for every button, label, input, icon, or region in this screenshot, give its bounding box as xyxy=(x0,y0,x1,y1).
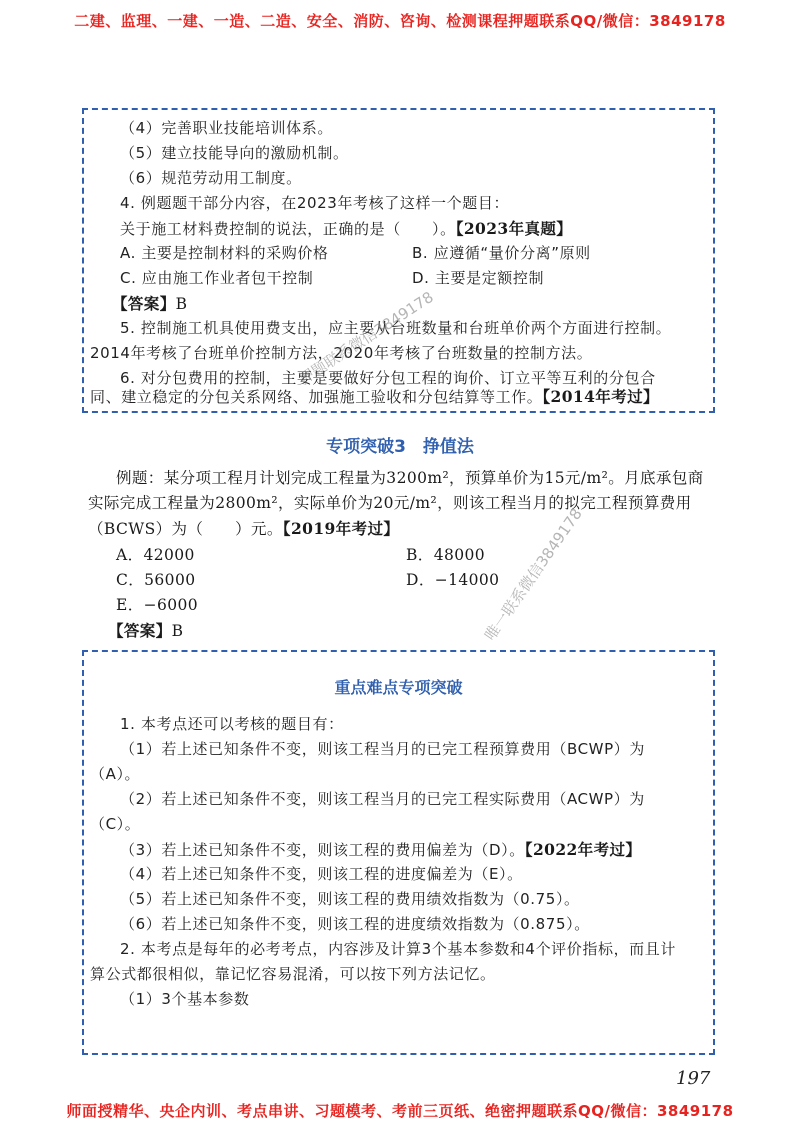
watermark: 唯一联系微信3849178 xyxy=(481,505,586,644)
box2-line-1: 1. 本考点还可以考核的题目有： xyxy=(120,715,344,733)
option-e: E．−6000 xyxy=(116,596,199,614)
option-a: A．42000 xyxy=(116,546,195,564)
bottom-banner: 师面授精华、央企内训、考点串讲、习题模考、考前三页纸、绝密押题联系QQ/微信：3849178 xyxy=(66,1102,734,1120)
box2-line-3: （A）。 xyxy=(90,765,141,783)
box1-line-8-text: 同、建立稳定的分包关系网络、加强施工验收和分包结算等工作。 xyxy=(90,388,543,406)
example-text: （BCWS）为（ ）元。 xyxy=(88,520,283,538)
exam-tag-2014: 【2014年考过】 xyxy=(542,387,659,406)
box2-line-4: （2）若上述已知条件不变，则该工程当月的已完工程实际费用（ACWP）为 xyxy=(120,790,645,808)
box2-line-12: （1）3个基本参数 xyxy=(120,990,250,1008)
example-line-3 xyxy=(88,516,399,542)
answer-value: B xyxy=(171,622,184,640)
box1-line-4: 4. 例题题干部分内容，在2023年考核了这样一个题目： xyxy=(120,194,510,212)
page-number: 197 xyxy=(676,1068,711,1089)
option-d: D. 主要是定额控制 xyxy=(412,269,545,287)
box2-line-2: （1）若上述已知条件不变，则该工程当月的已完工程预算费用（BCWP）为 xyxy=(120,740,645,758)
box2-line-6 xyxy=(120,837,641,863)
answer-line xyxy=(108,618,183,644)
box2-line-10: 2. 本考点是每年的必考考点，内容涉及计算3个基本参数和4个评价指标，而且计 xyxy=(120,940,676,958)
box2-line-8: （5）若上述已知条件不变，则该工程的费用绩效指数为（0.75）。 xyxy=(120,890,580,908)
box2-line-11: 算公式都很相似，靠记忆容易混淆，可以按下列方法记忆。 xyxy=(90,965,496,983)
example-line-2: 实际完成工程量为2800m²，实际单价为20元/m²，则该工程当月的拟完工程预算费用 xyxy=(88,494,692,512)
box1-line-3: （6）规范劳动用工制度。 xyxy=(120,169,302,187)
exam-tag-2023: 【2023年真题】 xyxy=(455,219,573,238)
exam-tag-2019: 【2019年考过】 xyxy=(282,519,400,538)
box1-question xyxy=(120,216,572,242)
answer-label: 【答案】 xyxy=(112,294,176,313)
example-line-1: 例题：某分项工程月计划完成工程量为3200m²，预算单价为15元/m²。月底承包商 xyxy=(116,469,704,487)
top-banner: 二建、监理、一建、一造、二造、安全、消防、咨询、检测课程押题联系QQ/微信：3849178 xyxy=(74,12,726,30)
box1-line-5: 5. 控制施工机具使用费支出，应主要从台班数量和台班单价两个方面进行控制。 xyxy=(120,319,672,337)
box2-line-7: （4）若上述已知条件不变，则该工程的进度偏差为（E）。 xyxy=(120,865,523,883)
box-title: 重点难点专项突破 xyxy=(334,678,463,697)
box2-line-5: （C）。 xyxy=(90,815,141,833)
watermark: 押题联系微信3849178 xyxy=(295,287,437,389)
option-d: D．−14000 xyxy=(406,571,500,589)
box2-line-6-text: （3）若上述已知条件不变，则该工程的费用偏差为（D）。 xyxy=(120,841,525,859)
box1-line-2: （5）建立技能导向的激励机制。 xyxy=(120,144,349,162)
option-a: A. 主要是控制材料的采购价格 xyxy=(120,244,329,262)
box2-line-9: （6）若上述已知条件不变，则该工程的进度绩效指数为（0.875）。 xyxy=(120,915,590,933)
section-title: 专项突破3 挣值法 xyxy=(326,437,474,457)
option-b: B. 应遵循“量价分离”原则 xyxy=(412,244,591,262)
question-text: 关于施工材料费控制的说法，正确的是（ ）。 xyxy=(120,220,456,238)
box1-line-1: （4）完善职业技能培训体系。 xyxy=(120,119,333,137)
option-c: C．56000 xyxy=(116,571,196,589)
option-b: B．48000 xyxy=(406,546,485,564)
answer-value: B xyxy=(175,295,188,313)
answer-label: 【答案】 xyxy=(108,621,172,640)
box1-line-8 xyxy=(90,384,659,410)
answer-line xyxy=(112,291,187,317)
exam-tag-2022: 【2022年考过】 xyxy=(524,840,642,859)
box1-line-6: 2014年考核了台班单价控制方法，2020年考核了台班数量的控制方法。 xyxy=(90,344,593,362)
box1-line-7: 6. 对分包费用的控制，主要是要做好分包工程的询价、订立平等互利的分包合 xyxy=(120,369,656,387)
option-c: C. 应由施工作业者包干控制 xyxy=(120,269,314,287)
